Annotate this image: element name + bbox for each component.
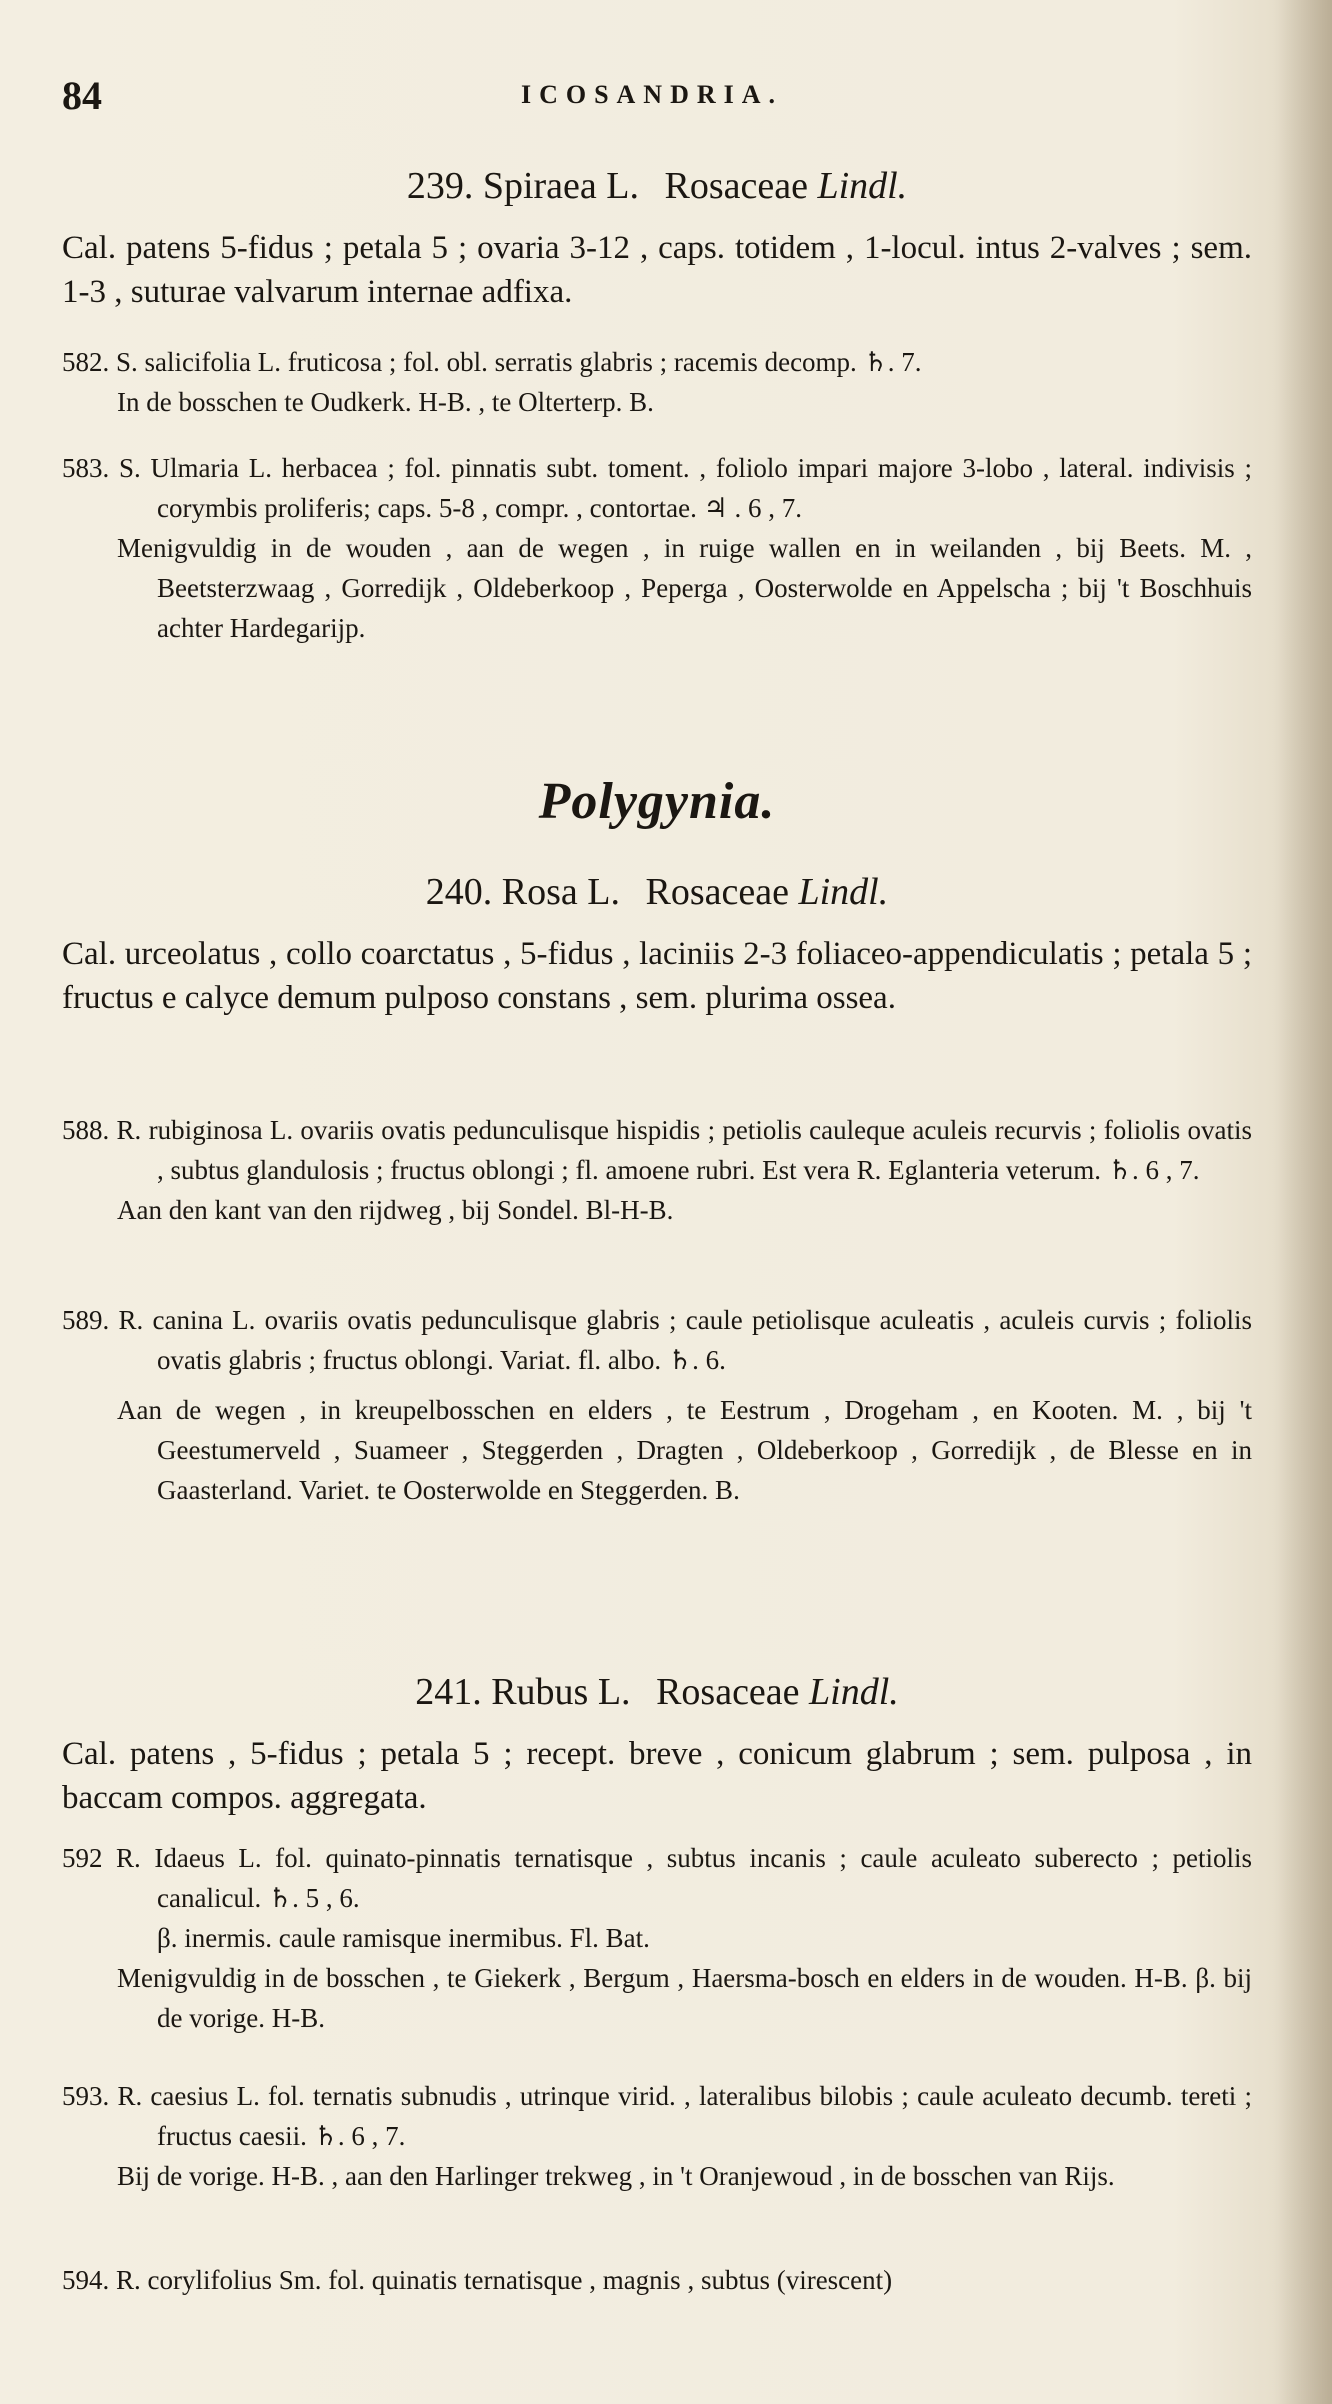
section-heading [62, 770, 1252, 834]
genus-author: Lindl. [798, 871, 889, 913]
genus-title: 239. Spiraea L. [406, 165, 639, 207]
species-592 [62, 1838, 1252, 2038]
species-description: 589. R. canina L. ovariis ovatis pedunculisque glabris ; caule petiolisque aculeatis , aculeis curvis ; foliolis ovatis glabris ; fructus oblongi. Variat. fl. albo. ♄. 6. [62, 1305, 1252, 1375]
species-description: 592 R. Idaeus L. fol. quinato-pinnatis ternatisque , subtus incanis ; caule aculeato suberecto ; petiolis canalicul. ♄. 5 , 6. [62, 1843, 1252, 1913]
species-description: 593. R. caesius L. fol. ternatis subnudis , utrinque virid. , lateralibus bilobis ; caule aculeato decumb. tereti ; fructus caesii. ♄. 6 , 7. [62, 2081, 1252, 2151]
genus-240 [62, 866, 1252, 1020]
species-588 [62, 1110, 1252, 1230]
genus-family: Rosaceae [645, 871, 789, 913]
species-locality: Aan de wegen , in kreupelbosschen en elders , te Eestrum , Drogeham , en Kooten. M. , bij 't Geestumerveld , Suameer , Steggerden , Dragten , Oldeberkoop , Gorredijk , de Blesse en in Gaasterland. Variet. te Oosterwolde en Steggerden. B. [117, 1395, 1252, 1505]
species-description: 588. R. rubiginosa L. ovariis ovatis pedunculisque hispidis ; petiolis cauleque aculeis recurvis ; foliolis ovatis , subtus glandulosis ; fructus oblongi ; fl. amoene rubri. Est vera R. Eglanteria veterum. ♄. 6 , 7. [62, 1115, 1252, 1185]
species-594 [62, 2260, 1252, 2300]
species-description: 582. S. salicifolia L. fruticosa ; fol. obl. serratis glabris ; racemis decomp. ♄. 7. [62, 347, 922, 377]
species-locality: Bij de vorige. H-B. , aan den Harlinger trekweg , in 't Oranjewoud , in de bosschen van Rijs. [117, 2161, 1115, 2191]
genus-241 [62, 1666, 1252, 1820]
genus-diagnosis: Cal. urceolatus , collo coarctatus , 5-fidus , laciniis 2-3 foliaceo-appendiculatis ; petala 5 ; fructus e calyce demum pulposo constans , sem. plurima ossea. [62, 936, 1252, 1016]
genus-title: 241. Rubus L. [415, 1671, 631, 1713]
species-583 [62, 448, 1252, 648]
genus-239 [62, 160, 1252, 314]
genus-author: Lindl. [809, 1671, 899, 1713]
species-locality: Aan den kant van den rijdweg , bij Sondel. Bl-H-B. [117, 1195, 674, 1225]
species-description: 583. S. Ulmaria L. herbacea ; fol. pinnatis subt. toment. , foliolo impari majore 3-lobo , lateral. indivisis ; corymbis proliferis; caps. 5-8 , compr. , contortae. ♃ . 6 , 7. [62, 453, 1252, 523]
genus-author: Lindl. [817, 165, 908, 207]
genus-family: Rosaceae [656, 1671, 800, 1713]
species-589 [62, 1300, 1252, 1510]
species-locality: Menigvuldig in de wouden , aan de wegen , in ruige wallen en in weilanden , bij Beets. M. , Beetsterzwaag , Gorredijk , Oldeberkoop , Peperga , Oosterwolde en Appelscha ; bij 't Boschhuis achter Hardegarijp. [117, 533, 1252, 643]
genus-family: Rosaceae [664, 165, 808, 207]
genus-heading [62, 1666, 1252, 1718]
genus-title: 240. Rosa L. [425, 871, 620, 913]
running-title: ICOSANDRIA. [520, 80, 784, 109]
genus-diagnosis: Cal. patens , 5-fidus ; petala 5 ; recept. breve , conicum glabrum ; sem. pulposa , in baccam compos. aggregata. [62, 1736, 1252, 1816]
species-description: 594. R. corylifolius Sm. fol. quinatis ternatisque , magnis , subtus (virescent) [62, 2265, 893, 2295]
species-593 [62, 2076, 1252, 2196]
page-header [62, 72, 1242, 122]
genus-heading [62, 866, 1252, 918]
species-locality: In de bosschen te Oudkerk. H-B. , te Olterterp. B. [117, 387, 654, 417]
page-number: 84 [62, 73, 102, 118]
species-locality: Menigvuldig in de bosschen , te Giekerk , Bergum , Haersma-bosch en elders in de wouden. H-B. β. bij de vorige. H-B. [117, 1963, 1252, 2033]
species-variety: β. inermis. caule ramisque inermibus. Fl. Bat. [157, 1923, 650, 1953]
genus-diagnosis: Cal. patens 5-fidus ; petala 5 ; ovaria 3-12 , caps. totidem , 1-locul. intus 2-valves ; sem. 1-3 , suturae valvarum internae adfixa. [62, 230, 1252, 310]
page-edge-shadow [1272, 0, 1332, 2404]
section-title: Polygynia. [538, 773, 776, 830]
genus-heading [62, 160, 1252, 212]
species-582 [62, 342, 1252, 422]
